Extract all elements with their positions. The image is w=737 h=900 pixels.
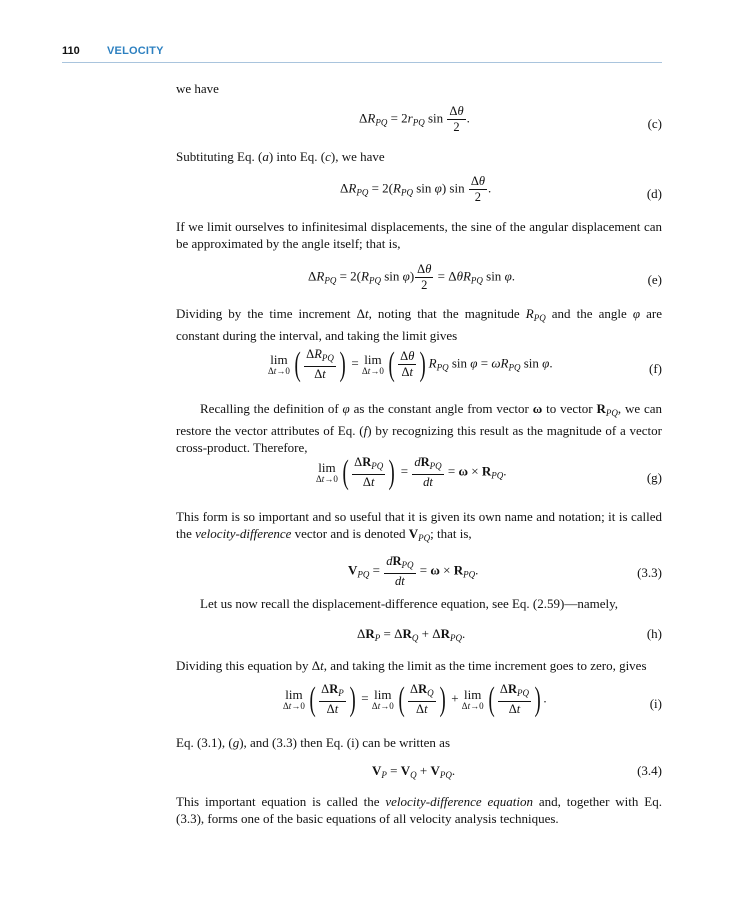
running-header bbox=[62, 44, 662, 63]
paragraph-8: Dividing this equation by Δt, and taking the limit as the time increment goes to zero, gives bbox=[176, 658, 647, 673]
equation-g: lim Δt→0 ( $\frac{\Delta R_{PQ}}{\Delta t}$ ) = $\frac{dR_{PQ}}{dt}$ = $\omega \times R_{PQ}$. bbox=[316, 453, 507, 491]
chapter-title: VELOCITY bbox=[107, 45, 164, 57]
equation-f: lim Δt→0 ( $\frac{\Delta R_{PQ}}{\Delta t}$ ) = lim Δt→0 ( $\frac{\Delta\theta}{\Delta t}$ ) $R_{PQ}$ $\sin \varphi = \omega R_{PQ}$ sin φ. bbox=[268, 345, 553, 383]
equation-e: $\Delta R_{PQ} = 2(R_{PQ}$ sin φ) $\frac{\Delta\theta}{2}$ = ΔθR$_{PQ}$ sin φ. bbox=[308, 262, 516, 292]
equation-h: $\Delta R_P = \Delta R_Q + \Delta R_{PQ}$. bbox=[357, 626, 466, 643]
equation-number-i: (i) bbox=[649, 696, 662, 711]
equation-3-3: $V_{PQ}$ = $\frac{dR_{PQ}}{dt}$ = $\omega \times R_{PQ}$. bbox=[348, 554, 479, 588]
equation-number-g: (g) bbox=[646, 470, 662, 485]
paragraph-7: Let us now recall the displacement-difference equation, see Eq. (2.59)—namely, bbox=[200, 596, 619, 611]
page-number: 110 bbox=[62, 45, 80, 57]
equation-number-f: (f) bbox=[649, 361, 662, 376]
equation-number-3-3: (3.3) bbox=[637, 565, 662, 580]
equation-i: lim Δt→0 ( $\frac{\Delta R_P}{\Delta t}$ ) = lim Δt→0 ( $\frac{\Delta R_Q}{\Delta t}$ ) + lim Δt→0 ( $\frac{\Delta R_{PQ}}{\Delta t}$ ) . bbox=[283, 680, 547, 718]
paragraph-6: This form is so important and so useful that it is given its own name and notation; it is called the velocity-difference vector and is denoted $V_{PQ}$; that is, bbox=[176, 509, 662, 543]
equation-c: $\Delta R_{PQ} = 2r_{PQ}$ sin $\frac{\Delta\theta}{2}$ . bbox=[359, 104, 470, 134]
equation-number-3-4: (3.4) bbox=[637, 763, 662, 778]
equation-number-c: (c) bbox=[647, 116, 662, 131]
equation-3-4: $V_P = V_Q + V_{PQ}$. bbox=[372, 763, 456, 780]
paragraph-4: Dividing by the time increment Δt, noting that the magnitude $R_{PQ}$ and the angle φ are constant during the interval, and taking the limit gives bbox=[176, 306, 662, 343]
equation-number-e: (e) bbox=[647, 272, 662, 287]
equation-d: $\Delta R_{PQ} = 2(R_{PQ}$ sin φ) sin $\frac{\Delta\theta}{2}$ . bbox=[340, 174, 492, 204]
paragraph-10: This important equation is called the velocity-difference equation and, together with Eq. (3.3), forms one of the basic equations of all velocity analysis techniques. bbox=[176, 794, 662, 826]
paragraph-1: we have bbox=[176, 81, 219, 96]
paragraph-2: Subtituting Eq. (a) into Eq. (c), we have bbox=[176, 149, 385, 164]
paragraph-5: Recalling the definition of φ as the constant angle from vector ω to vector $R_{PQ}$, we can restore the vector attributes of Eq. (f) by recognizing this result as the magnitude of a vector cross-product. Therefore, bbox=[176, 401, 663, 455]
paragraph-9: Eq. (3.1), (g), and (3.3) then Eq. (i) can be written as bbox=[176, 735, 450, 750]
paragraph-3: If we limit ourselves to infinitesimal displacements, the sine of the angular displacement can be approximated by the angle itself; that is, bbox=[176, 219, 662, 251]
equation-number-h: (h) bbox=[646, 626, 662, 641]
equation-number-d: (d) bbox=[646, 186, 662, 201]
